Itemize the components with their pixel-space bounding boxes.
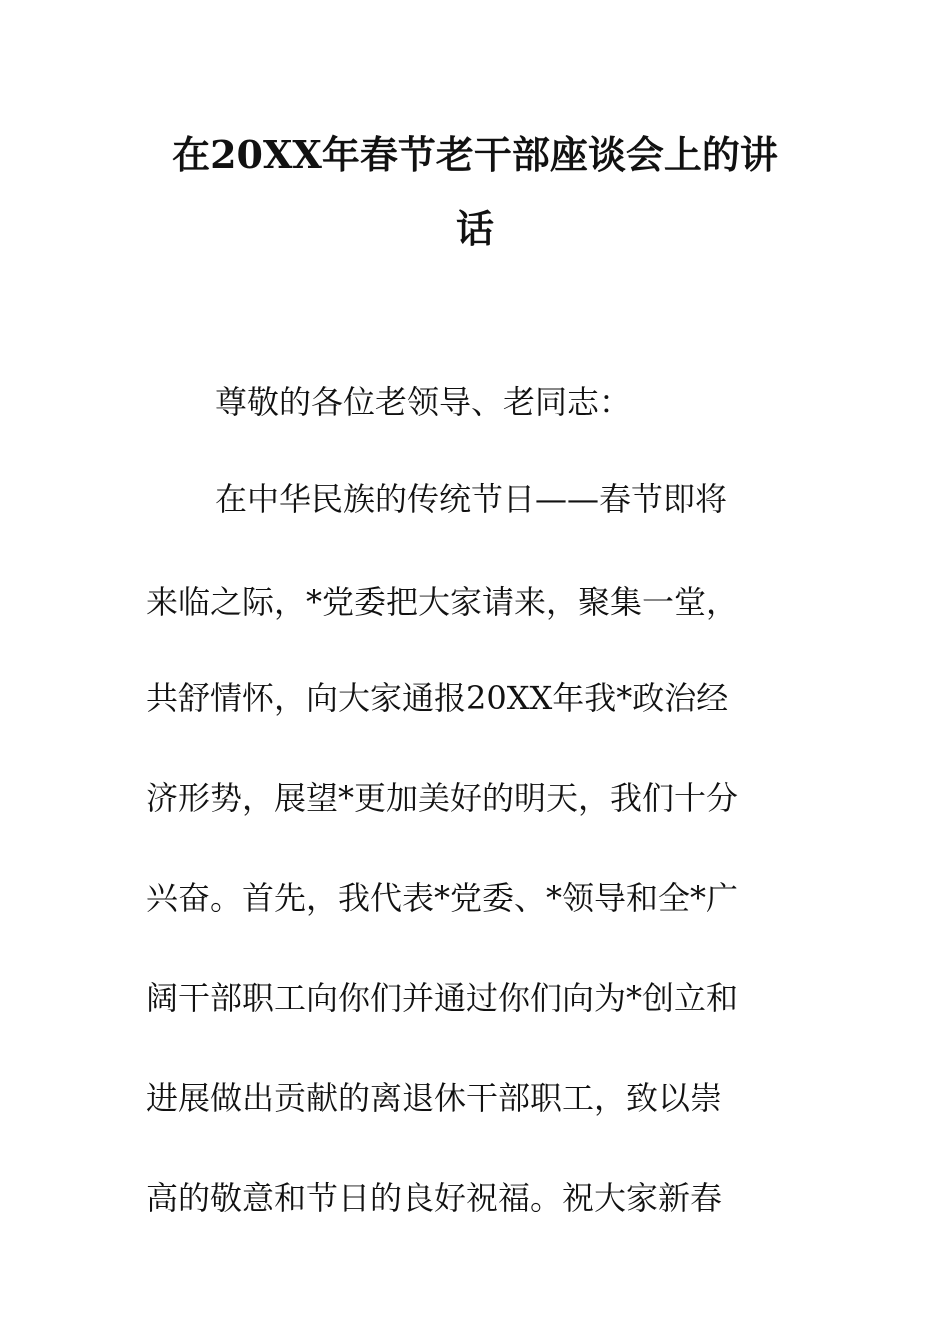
salutation: 尊敬的各位老领导、老同志： <box>215 383 632 421</box>
document-title-line-2: 话 <box>455 206 494 251</box>
body-line: 阔干部职工向你们并通过你们向为*创立和 <box>146 979 739 1017</box>
body-line: 高的敬意和节日的良好祝福。祝大家新春 <box>146 1179 723 1217</box>
body-line: 来临之际，*党委把大家请来，聚集一堂， <box>146 583 739 621</box>
body-line: 共舒情怀，向大家通报20XX年我*政治经 <box>146 679 729 717</box>
body-line: 济形势，展望*更加美好的明天，我们十分 <box>146 779 739 817</box>
body-line: 兴奋。首先，我代表*党委、*领导和全*广 <box>146 879 739 917</box>
body-line: 进展做出贡献的离退休干部职工，致以崇 <box>146 1079 723 1117</box>
body-line: 在中华民族的传统节日——春节即将 <box>215 480 728 518</box>
document-title-line-1: 在20XX年春节老干部座谈会上的讲 <box>172 132 778 177</box>
